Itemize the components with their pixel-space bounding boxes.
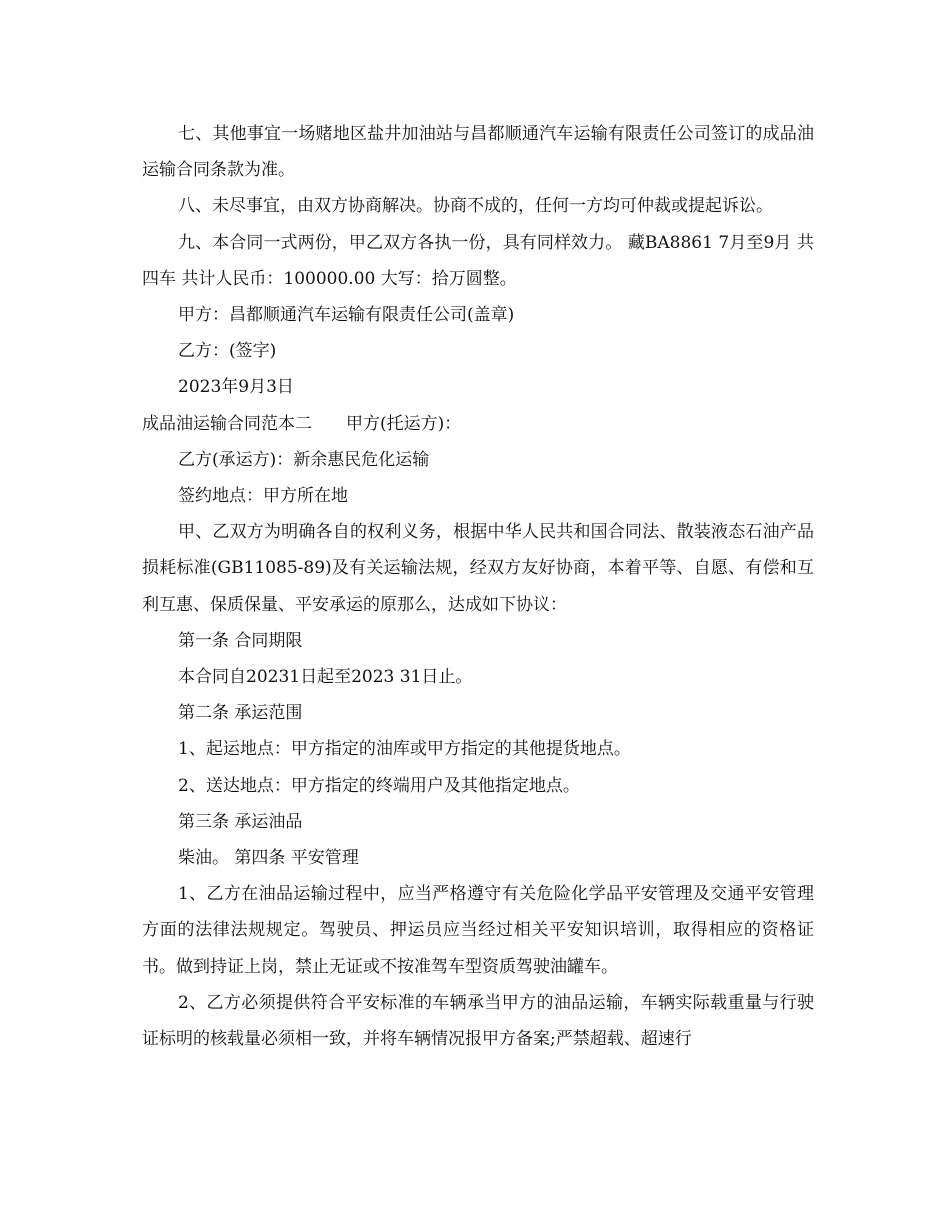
party-a-signature-line: 甲方：昌都顺通汽车运输有限责任公司(盖章): [178, 305, 515, 326]
clause-eight: 八、未尽事宜，由双方协商解决。协商不成的，任何一方均可仲裁或提起诉讼。: [178, 196, 773, 217]
contract-two-heading: 成品油运输合同范本二 甲方(托运方)：: [142, 413, 462, 434]
article-two-heading: 第二条 承运范围: [178, 703, 303, 724]
article-one-heading: 第一条 合同期限: [178, 630, 303, 651]
party-b-carrier: 乙方(承运方)：新余惠民危化运输: [178, 449, 430, 470]
origin-location: 1、起运地点：甲方指定的油库或甲方指定的其他提货地点。: [178, 739, 631, 760]
preamble-paragraph: 甲、乙双方为明确各自的权利义务，根据中华人民共和国合同法、散装液态石油产品损耗标准(GB11085-89)及有关运输法规，经双方友好协商，本着平等、自愿、有偿和互利互惠、保质保量、平安承运的原那么，达成如下协议：: [142, 522, 814, 615]
safety-clause-two: 2、乙方必须提供符合平安标准的车辆承当甲方的油品运输，车辆实际载重量与行驶证标明的核载量必须相一致，并将车辆情况报甲方备案;严禁超载、超速行: [142, 992, 814, 1050]
article-three-heading: 第三条 承运油品: [178, 811, 303, 832]
oil-type-and-article-four: 柴油。 第四条 平安管理: [178, 848, 359, 869]
clause-seven: 七、其他事宜一场赌地区盐井加油站与昌都顺通汽车运输有限责任公司签订的成品油运输合同条款为准。: [142, 124, 814, 181]
safety-clause-one: 1、乙方在油品运输过程中，应当严格遵守有关危险化学品平安管理及交通平安管理方面的法律法规规定。驾驶员、押运员应当经过相关平安知识培训，取得相应的资格证书。做到持证上岗，禁止无证或不按准驾车型资质驾驶油罐车。: [142, 884, 814, 977]
clause-nine: 九、本合同一式两份，甲乙双方各执一份，具有同样效力。 藏BA8861 7月至9月 共四车 共计人民币：100000.00 大写：拾万圆整。: [142, 232, 815, 289]
document-body: [142, 116, 814, 1057]
destination-location: 2、送达地点：甲方指定的终端用户及其他指定地点。: [178, 775, 580, 796]
signing-date: 2023年9月3日: [178, 377, 294, 398]
party-b-signature-line: 乙方：(签字): [178, 341, 277, 362]
contract-term-text: 本合同自20231日起至2023 31日止。: [178, 667, 473, 688]
signing-location: 签约地点：甲方所在地: [178, 486, 348, 507]
